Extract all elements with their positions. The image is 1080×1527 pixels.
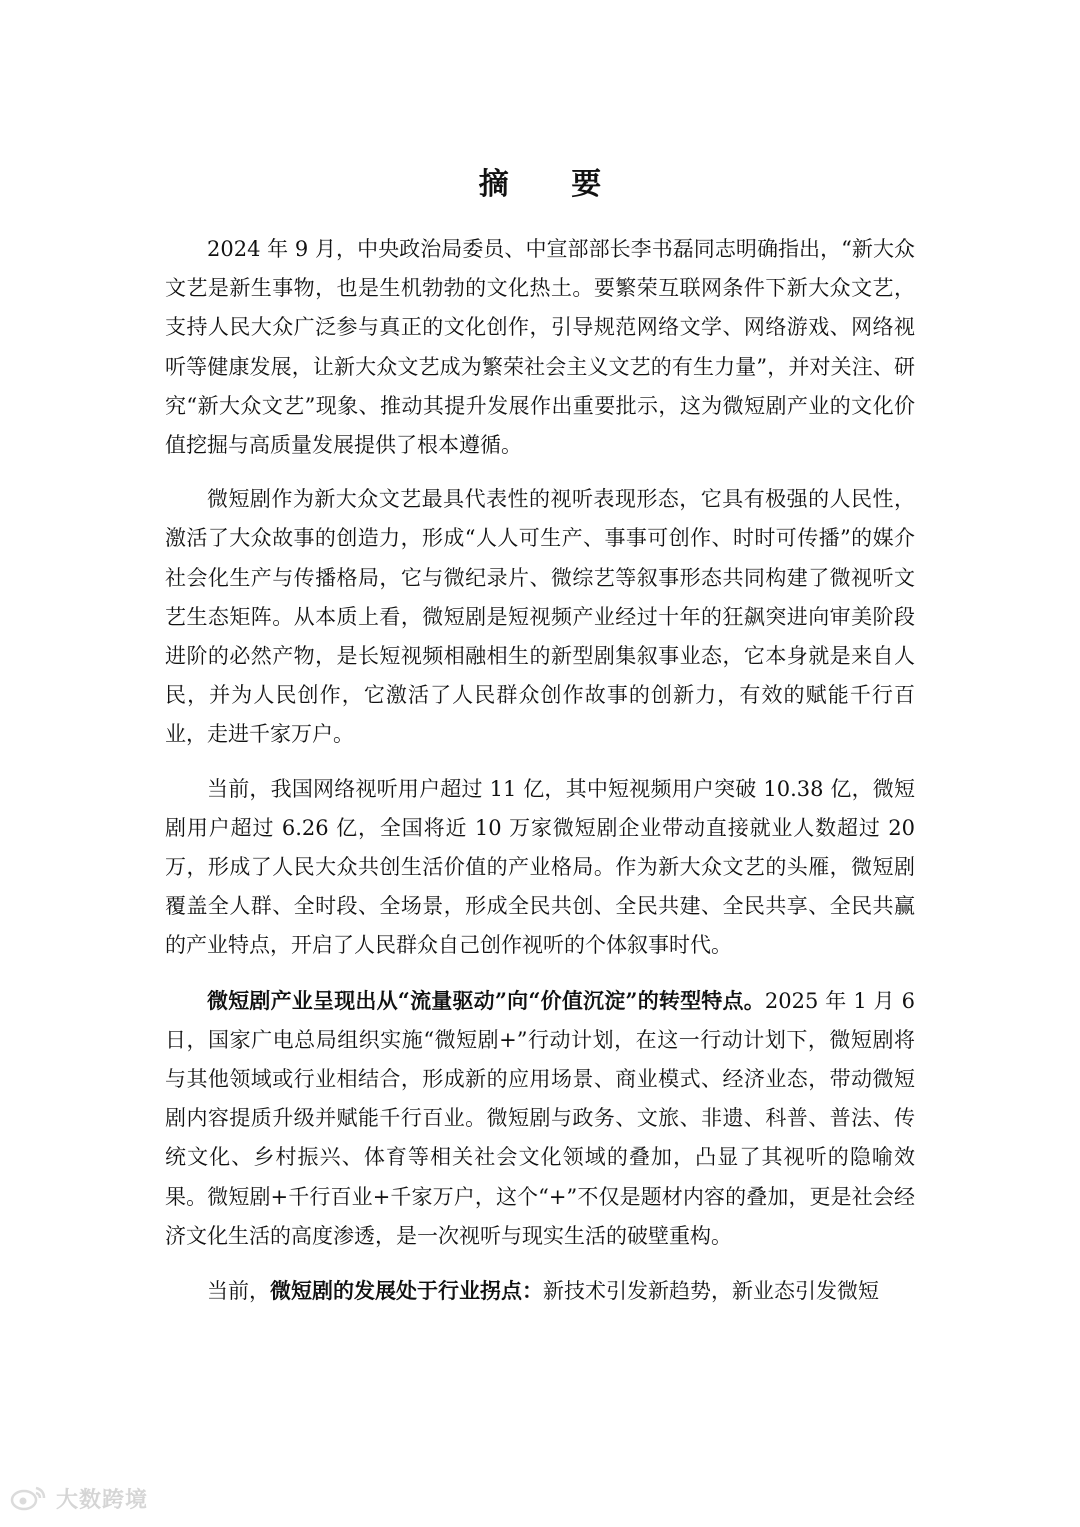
watermark — [10, 1478, 148, 1518]
text-run: 当前，我国网络视听用户超过 11 亿，其中短视频用户突破 10.38 亿，微短剧用户超过 6.26 亿，全国将近 10 万家微短剧企业带动直接就业人数超过 20 万，形成了人民大众共创生活价值的产业格局。作为新大众文艺的头雁，微短剧覆盖全人群、全时段、全场景，形成全民共创、全民共建、全民共享、全民共赢的产业特点，开启了人民群众自己创作视听的个体叙事时代。 — [165, 776, 915, 958]
paragraph — [165, 230, 915, 465]
bold-text-run: 微短剧产业呈现出从“流量驱动”向“价值沉淀”的转型特点。 — [207, 987, 765, 1013]
paragraph — [165, 480, 915, 754]
paragraph — [165, 981, 915, 1256]
bold-text-run: 微短剧的发展处于行业拐点： — [270, 1278, 543, 1304]
text-run: 新技术引发新趋势，新业态引发微短 — [543, 1279, 879, 1304]
text-run: 微短剧作为新大众文艺最具代表性的视听表现形态，它具有极强的人民性，激活了大众故事的创造力，形成“人人可生产、事事可创作、时时可传播”的媒介社会化生产与传播格局，它与微纪录片、微综艺等叙事形态共同构建了微视听文艺生态矩阵。从本质上看，微短剧是短视频产业经过十年的狂飙突进向审美阶段进阶的必然产物，是长短视频相融相生的新型剧集叙事业态，它本身就是来自人民，并为人民创作，它激活了人民群众创作故事的创新力，有效的赋能千行百业，走进千家万户。 — [165, 487, 915, 747]
watermark-text: 大数跨境 — [56, 1487, 149, 1513]
text-run: 当前， — [207, 1279, 270, 1304]
abstract-body — [165, 230, 915, 1311]
text-run: 2024 年 9 月，中央政治局委员、中宣部部长李书磊同志明确指出，“新大众文艺是新生事物，也是生机勃勃的文化热土。要繁荣互联网条件下新大众文艺，支持人民大众广泛参与真正的文化创作，引导规范网络文学、网络游戏、网络视听等健康发展，让新大众文艺成为繁荣社会主义文艺的有生力量”，并对关注、研究“新大众文艺”现象、推动其提升发展作出重要批示，这为微短剧产业的文化价值挖掘与高质量发展提供了根本遵循。 — [165, 237, 915, 458]
paragraph — [165, 770, 915, 966]
text-run: 2025 年 1 月 6 日，国家广电总局组织实施“微短剧+”行动计划，在这一行动计划下，微短剧将与其他领域或行业相结合，形成新的应用场景、商业模式、经济业态，带动微短剧内容提质升级并赋能千行百业。微短剧与政务、文旅、非遗、科普、普法、传统文化、乡村振兴、体育等相关社会文化领域的叠加，凸显了其视听的隐喻效果。微短剧+千行百业+千家万户，这个“+”不仅是题材内容的叠加，更是社会经济文化生活的高度渗透，是一次视听与现实生活的破壁重构。 — [165, 988, 915, 1248]
weibo-eye-logo-icon — [10, 1484, 50, 1512]
paragraph — [165, 1271, 915, 1311]
page-title: 摘 要 — [478, 167, 628, 202]
